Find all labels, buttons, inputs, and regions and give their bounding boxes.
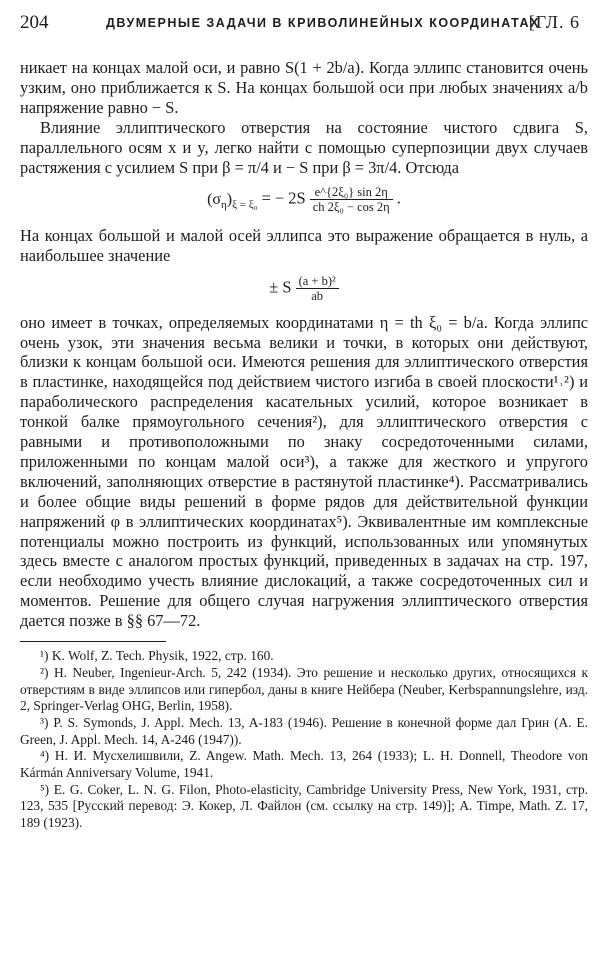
equation-1-end: . — [396, 188, 401, 208]
equation-1-sigma: (σ — [207, 190, 222, 208]
equation-1-sub-eta: η — [221, 198, 227, 211]
footnote-5: ⁵) E. G. Coker, L. N. G. Filon, Photo-elasticity, Cambridge University Press, New York, 1931, стр. 123, 535 [Русский перевод: Э. Кокер, Л. Файлон (см. ссылку на стр. 149)]; A. Timpe, Math. Z. 17, 189 (1923). — [20, 781, 588, 831]
page-header — [20, 12, 580, 36]
main-text — [20, 58, 588, 832]
chapter-label: [ГЛ. 6 — [528, 12, 580, 32]
paragraph-1: никает на концах малой оси, и равно S(1 + 2b/a). Когда эллипс становится очень узким, оно приближается к S. На концах большой оси при любых значениях a/b напряжение равно − S. — [20, 58, 588, 117]
equation-2-numerator: (a + b)² — [296, 274, 339, 289]
equation-1-denominator: ch 2ξ₀ − cos 2η — [312, 200, 390, 215]
footnote-1: ¹) K. Wolf, Z. Tech. Physik, 1922, стр. 160. — [40, 648, 274, 664]
equation-2 — [20, 274, 588, 303]
running-title: ДВУМЕРНЫЕ ЗАДАЧИ В КРИВОЛИНЕЙНЫХ КООРДИНАТАХ — [106, 16, 540, 30]
footnote-4: ⁴) Н. И. Мусхелишвили, Z. Angew. Math. Mech. 13, 264 (1933); L. H. Donnell, Theodore von Kármán Anniversary Volume, 1941. — [20, 748, 588, 781]
equation-2-lhs: ± S — [269, 276, 292, 296]
equation-2-fraction — [296, 274, 339, 303]
paragraph-2: Влияние эллиптического отверстия на состояние чистого сдвига S, параллельного осям x и y, легко найти с помощью суперпозиции двух случаев растяжения с усилием S при β = π/4 и − S при β = 3π/4. Отсюда — [20, 117, 588, 177]
equation-1-close: ) — [226, 190, 233, 208]
footnote-2: ²) H. Neuber, Ingenieur-Arch. 5, 242 (1934). Это решение и несколько других, относящихся к отверстиям в виде эллипсов или гипербол, даны в книге Нейбера (Neuber, Kerbspannungslehre, изд. 2, Springer-Verlag OHG, Berlin, 1958). — [20, 664, 588, 714]
equation-1-sub-xi: ξ = ξ₀ — [232, 198, 258, 211]
equation-1-numerator: e^{2ξ₀} sin 2η — [310, 185, 393, 200]
footnotes — [20, 648, 588, 832]
paragraph-4: оно имеет в точках, определяемых координатами η = th ξ₀ = b/a. Когда эллипс очень узок, эти значения весьма велики и точки, в которых они действуют, близки к концам большой оси. Имеются решения для эллиптического отверстия в пластинке, находящейся под действием чистого изгиба в своей плоскости¹˒²) и параболического распределения касательных усилий, которое возникает в тонкой балке прямоугольного сечения²), для эллиптического отверстия с равными и противоположными по знаку сосредоточенными силами, приложенными по концам малой оси³), а также для жесткого и упругого включений, заполняющих отверстие в растянутой пластинке⁴). Рассматривались и более общие виды решений в форме рядов для действительной функции напряжений φ в эллиптических координатах⁵). Эквивалентные им комплексные потенциалы можно построить из функций, использованных или упомянутых здесь вместе с аналогом простых функций, приведенных в задачах на стр. 197, если необходимо учесть влияние дислокаций, а также сосредоточенных сил и моментов. Решение для общего случая нагружения эллиптического отверстия дается позже в §§ 67—72. — [20, 312, 588, 631]
equation-2-denominator: ab — [311, 288, 324, 303]
equation-1-mid: = − 2S — [261, 188, 306, 208]
equation-1-fraction — [310, 185, 393, 214]
paragraph-3: На концах большой и малой осей эллипса это выражение обращается в нуль, а наибольшее значение — [20, 225, 588, 265]
equation-1-lhs — [207, 190, 258, 211]
footnote-3: ³) P. S. Symonds, J. Appl. Mech. 13, A-183 (1946). Решение в конечной форме дал Грин (A. E. Green, J. Appl. Mech. 14, A-246 (1947)). — [20, 714, 588, 747]
footnote-divider — [20, 641, 166, 642]
equation-1 — [20, 185, 588, 215]
page-number: 204 — [20, 12, 49, 33]
